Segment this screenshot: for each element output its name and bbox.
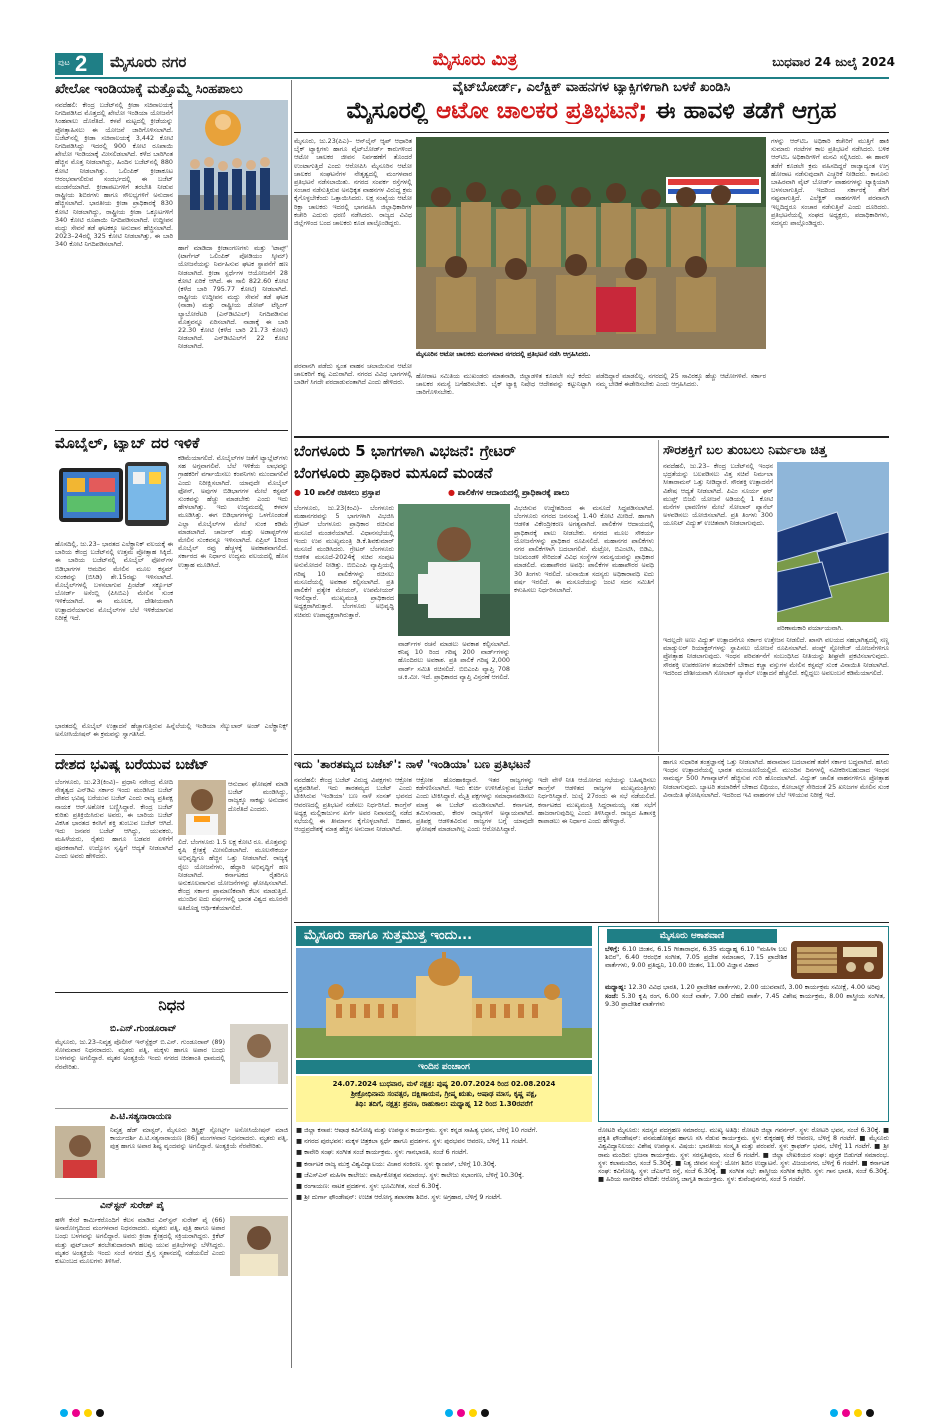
solar-body-1: ನವದೆಹಲಿ, ಜು.23– ಕೇಂದ್ರ ಬಜೆಟ್‌ನಲ್ಲಿ ಇಂಧನ ಭದ್ರತೆಯನ್ನು ಬಲಪಡಿಸಲು ವಿತ್ತ ಸಚಿವೆ ನಿರ್ಮಲಾ ಸೀತಾರಾಮನ್ ಒತ್ತು ನೀಡಿದ್ದಾರೆ. ಸೌರಶಕ್ತಿ ಉತ್ಪಾದನೆಗೆ ವಿಶೇಷ ಆದ್ಯತೆ ನೀಡಲಾಗಿದೆ. ಪಿಎಂ ಸೂರ್ಯ ಘರ್ ಮುಫ್ತ್ ಬಿಜಲಿ ಯೋಜನೆ ಅಡಿಯಲ್ಲಿ 1 ಕೋಟಿ ಮನೆಗಳ ಛಾವಣಿಗಳ ಮೇಲೆ ಸೋಲಾರ್ ಪ್ಯಾನೆಲ್ ಅಳವಡಿಸಲು ಯೋಜಿಸಲಾಗಿದೆ. ಪ್ರತಿ ತಿಂಗಳು 300 ಯೂನಿಟ್ ವಿದ್ಯುತ್ ಉಚಿತವಾಗಿ ನೀಡಲಾಗುವುದು. <box>663 462 773 528</box>
event-item: ■ ಕರ್ನಾಟಕ ರಾಜ್ಯ ಮುಕ್ತ ವಿಶ್ವವಿದ್ಯಾಲಯ: ವಿಚಾರ ಸಂಕಿರಣ. ಸ್ಥಳ: ಕ್ಯಾಂಪಸ್, ಬೆಳಿಗ್ಗೆ 10.30ಕ್ಕೆ. <box>296 1159 497 1168</box>
solar-panels-photo <box>777 462 889 622</box>
radio-schedule-2 <box>605 983 885 1119</box>
event-item: ■ ಕಾವೇರಿ ಸಂಘ: ಸಂಗೀತ ಸಂಜೆ ಕಾರ್ಯಕ್ರಮ. ಸ್ಥಳ: ಗಾನಭಾರತಿ, ಸಂಜೆ 6 ಗಂಟೆಗೆ. <box>296 1148 469 1157</box>
event-item: ■ ಜೆಎಸ್ಎಸ್ ಮಹಿಳಾ ಕಾಲೇಜು: ವಾರ್ಷಿಕೋತ್ಸವ ಸಮಾರಂಭ. ಸ್ಥಳ: ಕಾಲೇಜು ಸಭಾಂಗಣ, ಬೆಳಿಗ್ಗೆ 10.30ಕ್ಕೆ. <box>296 1170 525 1179</box>
mobile-body-3: ಭಾರತದಲ್ಲಿ ಮೊಬೈಲ್ ಉತ್ಪಾದನೆ ಹೆಚ್ಚಾಗುತ್ತಿರುವ ಹಿನ್ನೆಲೆಯಲ್ಲಿ ಇಂಡಿಯಾ ಸೆಲ್ಯುಲಾರ್ ಅಂಡ್ ಎಲೆಕ್ಟ್ರಾನಿಕ್ಸ್ ಅಸೋಸಿಯೇಷನ್ ಈ ಕ್ರಮವನ್ನು ಸ್ವಾಗತಿಸಿದೆ. <box>55 722 288 739</box>
olympics-body-2: ಹಾಗೆ ಮಾಡಿದಾ ಕ್ರೀಡಾಂಗಣಗಳು ಮತ್ತು 'ಟಾಪ್ಸ್' (ಟಾರ್ಗೆಟ್ ಒಲಿಂಪಿಕ್ ಪೋಡಿಯಂ ಸ್ಕೀಮ್) ಯೋಜನೆಯನ್ನು ನಿರ್ವಹಿಸುವ ಘಟಕ ಸ್ಥಾಪನೆಗೆ ಹಣ ನೀಡಲಾಗಿದೆ. ಕ್ರೀಡಾ ಸ್ಪರ್ಧೆಗಳ ಆಯೋಜನೆಗೆ 28 ಕೋಟಿ ಏರಿಕೆ ಆಗಿದೆ. ಈ ಸಾಲಿ 822.60 ಕೋಟಿ (ಕಳೆದ ಬಾರಿ 795.77 ಕೋಟಿ) ನೀಡಲಾಗಿದೆ. ರಾಷ್ಟ್ರೀಯ ಉದ್ದೀಪನ ಮದ್ದು ಸೇವನೆ ತಡೆ ಘಟಕ (ನಾಡಾ) ಮತ್ತು ರಾಷ್ಟ್ರೀಯ ಡೋಪ್ ಟೆಸ್ಟಿಂಗ್ ಲ್ಯಾಬೋರೆಟರಿ (ಎನ್‌ಡಿಟಿಎಲ್) ನಿಗದಿಪಡಿಸುವ ಮೊತ್ತವನ್ನೂ ಏರಿಸಲಾಗಿದೆ. ನಾಡಾಕ್ಕೆ ಈ ಬಾರಿ 22.30 ಕೋಟಿ (ಕಳೆದ ಬಾರಿ 21.73 ಕೋಟಿ) ನೀಡಲಾಗಿದೆ. ಎನ್‌ಡಿಟಿಎಲ್‌ಗೆ 22 ಕೋಟಿ ನೀಡಲಾಗಿದೆ. <box>178 244 288 351</box>
panchanga-title-bar <box>296 1060 592 1074</box>
mobile-body-1: ಹೊಸದಿಲ್ಲಿ, ಜು.23– ಭಾರತದ ಎಲೆಕ್ಟ್ರಾನಿಕ್ ವಲಯಕ್ಕೆ ಈ ಬಾರಿಯ ಕೇಂದ್ರ ಬಜೆಟ್‌ನಲ್ಲಿ ಉತ್ತಮ ಪ್ರೋತ್ಸಾಹ ಸಿಕ್ಕಿದೆ. ಈ ಬಾರಿಯ ಬಜೆಟ್‌ನಲ್ಲಿ ಮೊಬೈಲ್ ಫೋನ್‌ಗಳ ಬಿಡಿಭಾಗಗಳ ಆಮದಿನ ಮೇಲಿನ ಮೂಲ ಕಸ್ಟಮ್ ಸುಂಕವನ್ನು (ಬಿಸಿಡಿ) ಶೇ.15ರಷ್ಟು ಇಳಿಸಲಾಗಿದೆ. ಮೊಬೈಲ್‌ಗಳಲ್ಲಿ ಬಳಸಲಾಗುವ ಪ್ರಿಂಟೆಡ್ ಸರ್ಕ್ಯೂಟ್ ಬೋರ್ಡ್ ಅಸೆಂಬ್ಲಿ (ಪಿಸಿಬಿಎ) ಮೇಲಿನ ಸುಂಕ ಇಳಿಕೆಯಾಗಿದೆ. ಈ ಮೂಲಕ, ದೇಶೀಯವಾಗಿ ಉತ್ಪಾದನೆಯಾಗುವ ಮೊಬೈಲ್‌ಗಳ ಬೆಲೆ ಇಳಿಕೆಯಾಗುವ ನಿರೀಕ್ಷೆ ಇದೆ. <box>55 540 173 622</box>
event-6: ರಂಗಾಯಣ: ನಾಟಕ ಪ್ರದರ್ಶನ. ಸ್ಥಳ: ಭೂಮಿಗೀತ, ಸಂಜೆ 6.30ಕ್ಕೆ. <box>304 1182 442 1191</box>
bengaluru-bullet1-text: 10 ಪಾಲಿಕೆ ರಚಿಸಲು ಪ್ರಸ್ತಾಪ <box>303 488 381 497</box>
dot-black <box>866 1409 874 1417</box>
event-3: ಕಾವೇರಿ ಸಂಘ: ಸಂಗೀತ ಸಂಜೆ ಕಾರ್ಯಕ್ರಮ. ಸ್ಥಳ: ಗಾನಭಾರತಿ, ಸಂಜೆ 6 ಗಂಟೆಗೆ. <box>304 1148 469 1157</box>
registration-dots-right <box>830 1402 910 1412</box>
lead-body-1: ಮೈಸೂರು, ಜು.23(ಪಿಎ)– ಆನ್‌ಲೈನ್ ಆ್ಯಪ್ ಆಧಾರಿತ ಬೈಕ್ ಟ್ಯಾಕ್ಸಿಗಳು ಹಾಗೂ ವೈಟ್‌ಬೋರ್ಡ್ ಕಾರುಗಳಿಂದ ಆಟೋ ಚಾಲಕರ ಜೀವನ ನಿರ್ವಹಣೆಗೆ ತೊಂದರೆ ಉಂಟಾಗುತ್ತಿದೆ ಎಂದು ಆರೋಪಿಸಿ ಮೈಸೂರಿನ ಆಟೋ ಚಾಲಕರ ಸಂಘಟನೆಗಳ ನೇತೃತ್ವದಲ್ಲಿ ಮಂಗಳವಾರ ಪ್ರತಿಭಟನೆ ನಡೆಸಲಾಯಿತು. ನಗರದ ಸಂಪರ್ಕ ರಸ್ತೆಗಳಲ್ಲಿ ಸಂಚಾರ ನಡೆಸುತ್ತಿರುವ ಅನಧಿಕೃತ ವಾಹನಗಳ ವಿರುದ್ಧ ಕ್ರಮ ಕೈಗೊಳ್ಳಬೇಕೆಂದು ಒತ್ತಾಯಿಸಿದರು. ಲಕ್ಷ ಸಂಖ್ಯೆಯ ಆಟೋ ರಿಕ್ಷಾ ಚಾಲಕರು ಇದರಲ್ಲಿ ಭಾಗವಹಿಸಿ ಜಿಲ್ಲಾಧಿಕಾರಿಗಳ ಕಚೇರಿ ಎದುರು ಧರಣಿ ನಡೆಸಿದರು. ರಾಜ್ಯದ ವಿವಿಧ ಜಿಲ್ಲೆಗಳಿಂದ ಬಂದ ಚಾಲಕರು ಕೂಡ ಪಾಲ್ಗೊಂಡಿದ್ದರು. <box>294 137 412 228</box>
future-headline: ದೇಶದ ಭವಿಷ್ಯ ಬರೆಯುವ ಬಜೆಟ್ <box>55 757 209 773</box>
budget-vertical-rule <box>658 756 659 922</box>
today-banner: ಮೈಸೂರು ಹಾಗೂ ಸುತ್ತಮುತ್ತ ಇಂದು... <box>296 926 592 946</box>
solar-body-3: ಹಾಗೂ ಸುಧಾರಿತ ತಂತ್ರಜ್ಞಾನಕ್ಕೆ ಒತ್ತು ನೀಡಲಾಗಿದೆ. ಹವಾಮಾನ ಬದಲಾವಣೆ ತಡೆಗೆ ಸರ್ಕಾರ ಬದ್ಧವಾಗಿದೆ. ಹಸಿರು ಇಂಧನ ಉತ್ಪಾದನೆಯಲ್ಲಿ ಭಾರತ ಮುಂಚೂಣಿಯಲ್ಲಿದೆ. ಮುಂದಿನ ದಿನಗಳಲ್ಲಿ ನವೀಕರಿಸಬಹುದಾದ ಇಂಧನ ಸಾಮರ್ಥ್ಯ 500 ಗಿಗಾವ್ಯಾಟ್‌ಗೆ ಹೆಚ್ಚಿಸುವ ಗುರಿ ಹೊಂದಲಾಗಿದೆ. ವಿದ್ಯುತ್ ಚಾಲಿತ ವಾಹನಗಳಿಗೂ ಪ್ರೋತ್ಸಾಹ ನೀಡಲಾಗುವುದು. ಬ್ಯಾಟರಿ ತಯಾರಿಕೆಗೆ ಬೇಕಾದ ಲಿಥಿಯಂ, ಕೋಬಾಲ್ಟ್ ಸೇರಿದಂತೆ 25 ಖನಿಜಗಳ ಮೇಲಿನ ಸುಂಕ ವಿನಾಯಿತಿ ಘೋಷಿಸಲಾಗಿದೆ. ಇದರಿಂದ ಇವಿ ವಾಹನಗಳ ಬೆಲೆ ಇಳಿಯುವ ನಿರೀಕ್ಷೆ ಇದೆ. <box>663 758 889 799</box>
bullet-dot-red-2: ● <box>448 488 455 497</box>
bengaluru-body-3: ವಿಭಜಿಸುವ ಉದ್ದೇಶದಿಂದ ಈ ಮಸೂದೆ ಸಿದ್ಧಪಡಿಸಲಾಗಿದೆ. ಬೆಂಗಳೂರು ನಗರದ ಜನಸಂಖ್ಯೆ 1.40 ಕೋಟಿ ಮೀರಿದೆ. ಹಾಗಾಗಿ ಆಡಳಿತ ವಿಕೇಂದ್ರೀಕರಣ ಅಗತ್ಯವಾಗಿದೆ. ಪಾಲಿಕೆಗಳ ಆದಾಯದಲ್ಲಿ ಪ್ರಾಧಿಕಾರಕ್ಕೆ ಪಾಲು ನೀಡಬೇಕು. ನಗರದ ಮೂಲ ಸೌಕರ್ಯ ಯೋಜನೆಗಳನ್ನು ಪ್ರಾಧಿಕಾರ ರೂಪಿಸಲಿದೆ. ಮಹಾನಗರ ಪಾಲಿಕೆಗಳು ನಗರ ಪಾಲಿಕೆಗಳಾಗಿ ಬದಲಾಗಲಿವೆ. ಮೆಟ್ರೋ, ಬಿಎಂಟಿಸಿ, ಬಿಡಿಎ, ಜಲಮಂಡಳಿ ಸೇರಿದಂತೆ ವಿವಿಧ ಸಂಸ್ಥೆಗಳ ಸಮನ್ವಯವನ್ನು ಪ್ರಾಧಿಕಾರ ಮಾಡಲಿದೆ. ಮಹಾಪೌರರ ಅವಧಿ: ಪಾಲಿಕೆಗಳ ಮಹಾಪೌರರ ಅವಧಿ 30 ತಿಂಗಳು ಇರಲಿದೆ. ಚುನಾಯಿತ ಸದಸ್ಯರು ಅಧಿಕಾರಾವಧಿ ಐದು ವರ್ಷ ಇರಲಿದೆ. ಈ ಮಸೂದೆಯನ್ನು ಜಂಟಿ ಸದನ ಸಮಿತಿಗೆ ಕಳುಹಿಸಲು ನಿರ್ಧರಿಸಲಾಗಿದೆ. <box>514 504 654 595</box>
event-item: ■ ಜಿಲ್ಲಾ ಕಸಾಪ: ಆಷಾಢ ಕವಿಗೋಷ್ಠಿ ಮತ್ತು ಉಪನ್ಯಾಸ ಕಾರ್ಯಕ್ರಮ. ಸ್ಥಳ: ಕನ್ನಡ ಸಾಹಿತ್ಯ ಭವನ, ಬೆಳಿಗ್ಗೆ 10 ಗಂಟೆಗೆ. <box>296 1126 538 1134</box>
radio-set-icon <box>789 937 885 981</box>
radio-evening-label: ಸಂಜೆ: <box>605 992 619 1001</box>
panchanga-box <box>296 1076 592 1122</box>
ashoka-photo <box>178 780 226 835</box>
left-divider-1 <box>55 430 288 431</box>
events-column-2: ರೋಟರಿ ಮೈಸೂರು: ಸದಸ್ಯರ ಪದಗ್ರಹಣ ಸಮಾರಂಭ. ಮುಖ್ಯ ಅತಿಥಿ: ರೋಟರಿ ಜಿಲ್ಲಾ ಗವರ್ನರ್. ಸ್ಥಳ: ರೋಟರಿ ಭವನ, ಸಂಜೆ 6.30ಕ್ಕೆ. ■ ಪ್ರಕೃತಿ ಫೌಂಡೇಷನ್: ವನಮಹೋತ್ಸವ ಹಾಗೂ ಸಸಿ ನೆಡುವ ಕಾರ್ಯಕ್ರಮ. ಸ್ಥಳ: ಕುಕ್ಕರಹಳ್ಳಿ ಕೆರೆ ಆವರಣ, ಬೆಳಿಗ್ಗೆ 8 ಗಂಟೆಗೆ. ■ ಮೈಸೂರು ವಿಶ್ವವಿದ್ಯಾನಿಲಯ: ವಿಶೇಷ ಉಪನ್ಯಾಸ. ವಿಷಯ: ಭಾರತೀಯ ಸಂಸ್ಕೃತಿ ಮತ್ತು ಪರಂಪರೆ. ಸ್ಥಳ: ಕ್ರಾಫರ್ಡ್ ಭವನ, ಬೆಳಿಗ್ಗೆ 11 ಗಂಟೆಗೆ. ■ ಶ್ರೀ ರಾಮ ಮಂದಿರ: ಭಜನಾ ಕಾರ್ಯಕ್ರಮ. ಸ್ಥಳ: ಸರಸ್ವತಿಪುರಂ, ಸಂಜೆ 6 ಗಂಟೆಗೆ. ■ ಜಿಲ್ಲಾ ಲೇಖಕಿಯರ ಸಂಘ: ಪುಸ್ತಕ ಬಿಡುಗಡೆ ಸಮಾರಂಭ. ಸ್ಥಳ: ಕಲಾಮಂದಿರ, ಸಂಜೆ 5.30ಕ್ಕೆ. ■ ನಿತ್ಯ ಜೀವನ ಸಂಸ್ಥೆ: ಯೋಗ ಶಿಬಿರ ಉದ್ಘಾಟನೆ. ಸ್ಥಳ: ವಿಜಯನಗರ, ಬೆಳಿಗ್ಗೆ 6 ಗಂಟೆಗೆ. ■ ಕರ್ನಾಟಕ ಸಂಘ: ಕವಿಗೋಷ್ಠಿ. ಸ್ಥಳ: ಜೆಎಲ್‌ಬಿ ರಸ್ತೆ, ಸಂಜೆ 6.30ಕ್ಕೆ. ■ ಸಂಗೀತ ಸಭೆ: ಶಾಸ್ತ್ರೀಯ ಸಂಗೀತ ಕಛೇರಿ. ಸ್ಥಳ: ಗಾನ ಭಾರತಿ, ಸಂಜೆ 6.30ಕ್ಕೆ. ■ ಹಿರಿಯ ನಾಗರಿಕರ ವೇದಿಕೆ: ಆರೋಗ್ಯ ಜಾಗೃತಿ ಕಾರ್ಯಕ್ರಮ. ಸ್ಥಳ: ಕುವೆಂಪುನಗರ, ಸಂಜೆ 5 ಗಂಟೆಗೆ. <box>598 1126 889 1184</box>
tablet-phone-photo <box>55 454 173 536</box>
lead-rule <box>294 132 889 133</box>
radio-title: ಮೈಸೂರು ಆಕಾಶವಾಣಿ <box>607 929 777 943</box>
obituary-divider-1 <box>55 1108 288 1109</box>
dot-yellow <box>854 1409 862 1417</box>
event-5: ಜೆಎಸ್ಎಸ್ ಮಹಿಳಾ ಕಾಲೇಜು: ವಾರ್ಷಿಕೋತ್ಸವ ಸಮಾರಂಭ. ಸ್ಥಳ: ಕಾಲೇಜು ಸಭಾಂಗಣ, ಬೆಳಿಗ್ಗೆ 10.30ಕ್ಕೆ. <box>304 1170 525 1179</box>
bengaluru-vertical-rule <box>658 440 659 752</box>
registration-dots-left <box>60 1402 140 1412</box>
lead-headline-c: ಈ ಹಾವಳಿ ತಡೆಗೆ ಆಗ್ರಹ <box>655 98 837 124</box>
dot-black <box>96 1409 104 1417</box>
solar-caption: ಪರಿಣಾಮಕಾರಿ ಪರ್ಯಾಯವಾಗಿ. <box>777 624 843 632</box>
lead-kicker: ವೈಟ್‌ಬೋರ್ಡ್, ಎಲೆಕ್ಟ್ರಿಕ್ ವಾಹನಗಳ ಟ್ಯಾಕ್ಸಿಗಳಿಗಾಗಿ ಬಳಕೆ ಖಂಡಿಸಿ <box>452 80 731 95</box>
dot-magenta <box>72 1409 80 1417</box>
lead-body-4: ಹೋರಾಟ ಸಮಿತಿಯ ಮುಖಂಡರು ಮಾತನಾಡಿ, ಜಿಲ್ಲಾಡಳಿತ ಕೂಡಲೇ ಸಭೆ ಕರೆದು ಚಾಲಕರ ಸಮಸ್ಯೆ ಬಗೆಹರಿಸಬೇಕು. ಬೈಕ್ ಟ್ಯಾಕ್ಸಿ ನಿಷೇಧ ಆದೇಶವನ್ನು ಕಟ್ಟುನಿಟ್ಟಾಗಿ ಜಾರಿಗೊಳಿಸಬೇಕು. <box>416 372 591 397</box>
lead-body-5: ಪಡೆದಿದ್ದಾರೆ ಮಾಡಲಿಲ್ಲ. ನಗರದಲ್ಲಿ 25 ಸಾವಿರಕ್ಕೂ ಹೆಚ್ಚು ಆಟೋಗಳಿವೆ. ಸರ್ಕಾರ ನಮ್ಮ ಬೇಡಿಕೆ ಈಡೇರಿಸಬೇಕು ಎಂದು ಆಗ್ರಹಿಸಿದರು. <box>596 372 766 389</box>
page-number: 2 <box>75 51 88 76</box>
bengaluru-headline2: ಬೆಂಗಳೂರು ಪ್ರಾಧಿಕಾರ ಮಸೂದೆ ಮಂಡನೆ <box>294 464 493 482</box>
olympics-headline: ಖೇಲೋ ಇಂಡಿಯಾಕ್ಕೆ ಮತ್ತೊಮ್ಮೆ ಸಿಂಹಪಾಲು <box>55 82 243 97</box>
obituary-heading: ನಿಧನ <box>158 996 185 1014</box>
budget-protest-body-1: ನವದೆಹಲಿ: ಕೇಂದ್ರ ಬಜೆಟ್ ವಿರುದ್ಧ ವಿಪಕ್ಷಗಳು ಆಕ್ರೋಶ ವ್ಯಕ್ತಪಡಿಸಿವೆ. ಇದು ತಾರತಮ್ಯದ ಬಜೆಟ್ ಎಂದು ಟೀಕಿಸಿರುವ 'ಇಂಡಿಯಾ' ಬಣ ನಾಳೆ ಸಂಸತ್ ಭವನದ ಆವರಣದಲ್ಲಿ ಪ್ರತಿಭಟನೆ ನಡೆಸಲು ನಿರ್ಧರಿಸಿದೆ. ಕಾಂಗ್ರೆಸ್ ಅಧ್ಯಕ್ಷ ಮಲ್ಲಿಕಾರ್ಜುನ ಖರ್ಗೆ ಅವರ ನಿವಾಸದಲ್ಲಿ ನಡೆದ ಸಭೆಯಲ್ಲಿ ಈ ತೀರ್ಮಾನ ಕೈಗೊಳ್ಳಲಾಗಿದೆ. ಬಿಹಾರ, ಆಂಧ್ರಪ್ರದೇಶಕ್ಕೆ ಮಾತ್ರ ಹೆಚ್ಚಿನ ಅನುದಾನ ನೀಡಲಾಗಿದೆ. <box>294 776 412 834</box>
dot-magenta <box>842 1409 850 1417</box>
budget-bottom-rule <box>294 922 889 923</box>
solar-body-2: ಇದಲ್ಲದೇ ಅಣು ವಿದ್ಯುತ್ ಉತ್ಪಾದನೆಗೂ ಸರ್ಕಾರ ಉತ್ತೇಜನ ನೀಡಲಿದೆ. ಖಾಸಗಿ ವಲಯದ ಸಹಭಾಗಿತ್ವದಲ್ಲಿ ಸಣ್ಣ ಮಾಡ್ಯುಲರ್ ರಿಯಾಕ್ಟರ್‌ಗಳನ್ನು ಸ್ಥಾಪಿಸಲು ಯೋಜನೆ ರೂಪಿಸಲಾಗಿದೆ. ಪಂಪ್ಡ್ ಸ್ಟೋರೇಜ್ ಯೋಜನೆಗಳಿಗೂ ಪ್ರೋತ್ಸಾಹ ನೀಡಲಾಗುವುದು. ಇಂಧನ ಪರಿವರ್ತನೆಗೆ ಸಂಬಂಧಿಸಿದ ನೀತಿಯನ್ನು ಶೀಘ್ರವೇ ಪ್ರಕಟಿಸಲಾಗುವುದು. ಸೌರಶಕ್ತಿ ಉಪಕರಣಗಳ ತಯಾರಿಕೆಗೆ ಬೇಕಾದ ಕಚ್ಚಾ ವಸ್ತುಗಳ ಮೇಲಿನ ಕಸ್ಟಮ್ಸ್ ಸುಂಕ ವಿನಾಯಿತಿ ನೀಡಲಾಗಿದೆ. ಇದರಿಂದ ದೇಶೀಯವಾಗಿ ಸೋಲಾರ್ ಪ್ಯಾನೆಲ್ ಉತ್ಪಾದನೆ ಹೆಚ್ಚಲಿದೆ. ಕಲ್ಲಿದ್ದಲು ಅವಲಂಬನೆ ಕಡಿಮೆಯಾಗಲಿದೆ. <box>663 636 889 677</box>
events-column-1 <box>296 1126 592 1368</box>
budget-protest-headline: ಇದು 'ತಾರತಮ್ಯದ ಬಜೆಟ್': ನಾಳೆ 'ಇಂಡಿಯಾ' ಬಣ ಪ್ರತಿಭಟನೆ <box>294 757 531 771</box>
obituary-name2: ಪಿ.ಟಿ.ಸತ್ಯನಾರಾಯಣ <box>110 1112 172 1122</box>
budget-protest-body-3: ಇದೇ ವೇಳೆ ನೀತಿ ಆಯೋಗದ ಸಭೆಯನ್ನು ಬಹಿಷ್ಕರಿಸಲು ಕಾಂಗ್ರೆಸ್ ಆಡಳಿತದ ರಾಜ್ಯಗಳ ಮುಖ್ಯಮಂತ್ರಿಗಳು ನಿರ್ಧರಿಸಿದ್ದಾರೆ. ಜುಲೈ 27ರಂದು ಈ ಸಭೆ ನಡೆಯಲಿದೆ. ಕರ್ನಾಟಕದ ಮುಖ್ಯಮಂತ್ರಿ ಸಿದ್ದರಾಮಯ್ಯ ಸಹ ಸಭೆಗೆ ಹಾಜರಾಗುವುದಿಲ್ಲ ಎಂದು ತಿಳಿಸಿದ್ದಾರೆ. ರಾಜ್ಯದ ಹಿತಾಸಕ್ತಿ ಕಾಪಾಡಲು ಈ ನಿರ್ಧಾರ ಎಂದು ಹೇಳಿದ್ದಾರೆ. <box>538 776 656 826</box>
event-7: ಶ್ರೀ ದುರ್ಗಾ ಫೌಂಡೇಷನ್: ಉಚಿತ ಆರೋಗ್ಯ ತಪಾಸಣಾ ಶಿಬಿರ. ಸ್ಥಳ: ಅಗ್ರಹಾರ, ಬೆಳಿಗ್ಗೆ 9 ಗಂಟೆಗೆ. <box>304 1193 502 1202</box>
panchanga-line2: ಶ್ರೀಕ್ರೋಧಿನಾಮ ಸಂವತ್ಸರ, ದಕ್ಷಿಣಾಯನ, ಗ್ರೀಷ್ಮ ಋತು, ಆಷಾಢ ಮಾಸ, ಕೃಷ್ಣ ಪಕ್ಷ, <box>350 1090 538 1098</box>
bengaluru-headline1: ಬೆಂಗಳೂರು 5 ಭಾಗಗಳಾಗಿ ವಿಭಜನೆ: ಗ್ರೇಟರ್ <box>294 442 516 460</box>
obituary-body-1: ಮೈಸೂರು, ಜು.23–ನಿವೃತ್ತ ಪೊಲೀಸ್ ಇನ್‌ಸ್ಪೆಕ್ಟರ್ ಬಿ.ಎನ್. ಗುಂಡೂರಾವ್ (89) ಸೋಮವಾರ ನಿಧನರಾದರು. ಮೃತರು ಪತ್ನಿ, ಮಕ್ಕಳು ಹಾಗೂ ಅಪಾರ ಬಂಧು ಬಳಗವನ್ನು ಅಗಲಿದ್ದಾರೆ. ಮೃತರ ಅಂತ್ಯಕ್ರಿಯೆ ಇಂದು ನಗರದ ಚಿರಶಾಂತಿ ಧಾಮದಲ್ಲಿ ನೆರವೇರಿತು. <box>55 1038 225 1071</box>
solar-headline: ಸೌರಶಕ್ತಿಗೆ ಬಲ ತುಂಬಲು ನಿರ್ಮಲಾ ಚಿತ್ತ <box>663 442 827 457</box>
radio-noon-label: ಮಧ್ಯಾಹ್ನ: <box>605 983 627 991</box>
obituary-name1: ಬಿ.ಎನ್.ಗುಂಡೂರಾವ್ <box>110 1024 177 1034</box>
dot-yellow <box>84 1409 92 1417</box>
mysore-palace-photo <box>296 948 592 1058</box>
mobile-body-2: ಕಡಿಮೆಯಾಗಲಿದೆ. ಮೊಬೈಲ್‌ಗಳ ಜತೆಗೆ ಟ್ಯಾಬ್ಲೆಟ್‌ಗಳು ಸಹ ಅಗ್ಗವಾಗಲಿವೆ. ಬೆಲೆ ಇಳಿಕೆಯ ಲಾಭವನ್ನು ಗ್ರಾಹಕರಿಗೆ ವರ್ಗಾಯಿಸಲು ಕಂಪನಿಗಳು ಮುಂದಾಗಲಿವೆ ಎಂದು ನಿರೀಕ್ಷಿಸಲಾಗಿದೆ. ಯಾವುದೇ ಮೊಬೈಲ್ ಫೋನ್, ಅವುಗಳ ಬಿಡಿಭಾಗಗಳ ಮೇಲೆ ಕಸ್ಟಮ್ ಸುಂಕವನ್ನು ಹೆಚ್ಚು ಮಾಡಬೇಕು ಎಂದು ಇದು ಹೇಳಲಾಗಿತ್ತು. ಇದು ಉದ್ಯಮದಲ್ಲಿ ಕಳವಳ ಮೂಡಿಸಿತ್ತು. ಈಗ ಬಿಡಿಭಾಗಗಳನ್ನು ಒಳಗೊಂಡಂತೆ ಎಲ್ಲಾ ಮೊಬೈಲ್‌ಗಳ ಮೇಲೆ ಸುಂಕ ಕಡಿಮೆ ಮಾಡಲಾಗಿದೆ. ಚಾರ್ಜರ್ ಮತ್ತು ಅಡಾಪ್ಟರ್‌ಗಳ ಮೇಲಿನ ಸುಂಕವನ್ನೂ ಇಳಿಸಲಾಗಿದೆ. ಏಪ್ರಿಲ್ 1ರಿಂದ ಮೊಬೈಲ್ ರಫ್ತು ಹೆಚ್ಚಳಕ್ಕೆ ಅವಕಾಶವಾಗಲಿದೆ. ಸರ್ಕಾರದ ಈ ನಿರ್ಧಾರ ಉದ್ಯಮ ವಲಯದಲ್ಲಿ ಹೊಸ ಉತ್ಸಾಹ ಮೂಡಿಸಿದೆ. <box>178 454 288 569</box>
page-label: ಪುಟ <box>58 58 70 67</box>
mobile-headline: ಮೊಬೈಲ್, ಟ್ಯಾಬ್ ದರ ಇಳಿಕೆ <box>55 434 200 452</box>
event-1: ಜಿಲ್ಲಾ ಕಸಾಪ: ಆಷಾಢ ಕವಿಗೋಷ್ಠಿ ಮತ್ತು ಉಪನ್ಯಾಸ ಕಾರ್ಯಕ್ರಮ. ಸ್ಥಳ: ಕನ್ನಡ ಸಾಹಿತ್ಯ ಭವನ, ಬೆಳಿಗ್ಗೆ 10 ಗಂಟೆಗೆ. <box>304 1126 538 1134</box>
bengaluru-bullet1 <box>294 488 444 500</box>
panchanga-line3: ತಿಥಿ: ತದಿಗೆ, ನಕ್ಷತ್ರ: ಶ್ರವಣ, ರಾಹುಕಾಲ: ಮಧ್ಯಾಹ್ನ 12 ರಿಂದ 1.30ರವರೆಗೆ <box>355 1100 533 1108</box>
lead-headline <box>294 98 889 124</box>
lead-caption: ಮೈಸೂರಿನ ಆಟೋ ಚಾಲಕರು ಮಂಗಳವಾರ ನಗರದಲ್ಲಿ ಪ್ರತಿಭಟನೆ ನಡೆಸಿ ಆಗ್ರಹಿಸಿದರು. <box>416 350 591 358</box>
event-4: ಕರ್ನಾಟಕ ರಾಜ್ಯ ಮುಕ್ತ ವಿಶ್ವವಿದ್ಯಾಲಯ: ವಿಚಾರ ಸಂಕಿರಣ. ಸ್ಥಳ: ಕ್ಯಾಂಪಸ್, ಬೆಳಿಗ್ಗೆ 10.30ಕ್ಕೆ. <box>304 1159 497 1168</box>
dot-cyan <box>60 1409 68 1417</box>
dot-yellow <box>469 1409 477 1417</box>
event-item: ■ ರಂಗಾಯಣ: ನಾಟಕ ಪ್ರದರ್ಶನ. ಸ್ಥಳ: ಭೂಮಿಗೀತ, ಸಂಜೆ 6.30ಕ್ಕೆ. <box>296 1182 442 1191</box>
future-body-3: ಲಿದೆ. ಬೆಂಗಳೂರು 1.5 ಲಕ್ಷ ಕೋಟಿ ರೂ. ಮೊತ್ತವನ್ನು ಕೃಷಿ ಕ್ಷೇತ್ರಕ್ಕೆ ಮೀಸಲಿಡಲಾಗಿದೆ. ಮೂಲಸೌಕರ್ಯ ಅಭಿವೃದ್ಧಿಗೂ ಹೆಚ್ಚಿನ ಒತ್ತು ನೀಡಲಾಗಿದೆ. ರಾಜ್ಯಕ್ಕೆ ರೈಲು ಯೋಜನೆಗಳು, ಹೆದ್ದಾರಿ ಅಭಿವೃದ್ಧಿಗೆ ಹಣ ನೀಡಲಾಗಿದೆ. ಕರ್ನಾಟಕದ ರೈತರಿಗೂ ಅನುಕೂಲವಾಗುವ ಯೋಜನೆಗಳನ್ನು ಘೋಷಿಸಲಾಗಿದೆ. ಕೇಂದ್ರ ಸರ್ಕಾರ ಪ್ರಾಮಾಣಿಕವಾಗಿ ಕೆಲಸ ಮಾಡುತ್ತಿದೆ. ಮುಂದಿನ ಐದು ವರ್ಷಗಳಲ್ಲಿ ಭಾರತ ವಿಶ್ವದ ಮೂರನೇ ಅತಿದೊಡ್ಡ ಆರ್ಥಿಕತೆಯಾಗಲಿದೆ. <box>178 838 288 912</box>
left-divider-2 <box>55 754 288 755</box>
section-title: ಮೈಸೂರು ನಗರ <box>110 53 187 71</box>
panchanga-title: ಇಂದಿನ ಪಂಚಾಂಗ <box>418 1062 470 1072</box>
lead-body-3: ಪರವಾನಗಿ ಪಡೆದು ಸ್ವಂತ ವಾಹನ ಚಲಾಯಿಸುವ ಆಟೋ ಚಾಲಕರಿಗೆ ಕಷ್ಟ ಎದುರಾಗಿದೆ. ನಗರದ ವಿವಿಧ ಭಾಗಗಳಲ್ಲಿ ಬಾಡಿಗೆ ಸಿಗದೇ ಪರದಾಡುವಂತಾಗಿದೆ ಎಂದು ಹೇಳಿದರು. <box>294 362 412 387</box>
dot-black <box>481 1409 489 1417</box>
bullet-dot-red: ● <box>294 488 301 497</box>
obituary-photo3 <box>230 1216 288 1276</box>
obituary-name3: ವಿನ್‌ಸ್ಟನ್ ಸುರೇಶ್ ಪೈ <box>100 1201 165 1211</box>
event-2: ನಗರದ ಪುರಭವನ: ಮಕ್ಕಳ ಚಿತ್ರಕಲಾ ಸ್ಪರ್ಧೆ ಹಾಗೂ ಪ್ರದರ್ಶನ. ಸ್ಥಳ: ಪುರಭವನ ಆವರಣ, ಬೆಳಿಗ್ಗೆ 11 ಗಂಟೆಗೆ. <box>304 1137 529 1146</box>
radio-schedule <box>605 945 787 981</box>
auto-drivers-protest-photo <box>416 137 766 349</box>
bengaluru-body-2: ವಾರ್ಡ್‌ಗಳ ರಚನೆ ಮಾಡಲು ಅವಕಾಶ ಕಲ್ಪಿಸಲಾಗಿದೆ. ಕನಿಷ್ಠ 10 ರಿಂದ ಗರಿಷ್ಠ 200 ವಾರ್ಡ್‌ಗಳನ್ನು ಹೊಂದಿರಲು ಅವಕಾಶ. ಪ್ರತಿ ಪಾಲಿಕೆ ಗರಿಷ್ಠ 2,000 ವಾರ್ಡ್ ಸಮಿತಿ ರಚಿಸಲಿದೆ. ಬಿಬಿಎಂಪಿ ವ್ಯಾಪ್ತಿ 708 ಚ.ಕಿ.ಮೀ. ಇದೆ. ಪ್ರಾಧಿಕಾರದ ವ್ಯಾಪ್ತಿ ವಿಸ್ತರಣೆ ಆಗಲಿದೆ. <box>398 640 510 681</box>
cyclists-photo <box>178 100 288 240</box>
radio-morning-label: ಬೆಳಿಗ್ಗೆ: <box>605 945 620 953</box>
obituary-divider-2 <box>55 1198 288 1199</box>
dot-magenta <box>457 1409 465 1417</box>
bengaluru-bottom-rule <box>294 754 889 755</box>
future-body-1: ಬೆಂಗಳೂರು, ಜು.23(ಕಿಂವಿ)– ಪ್ರಧಾನಿ ನರೇಂದ್ರ ಮೋದಿ ನೇತೃತ್ವದ ಎನ್‌ಡಿಎ ಸರ್ಕಾರ ಇಂದು ಮಂಡಿಸಿದ ಬಜೆಟ್ ದೇಶದ ಭವಿಷ್ಯ ಬರೆಯುವ ಬಜೆಟ್ ಎಂದು ರಾಜ್ಯ ಪ್ರತಿಪಕ್ಷ ನಾಯಕ ಆರ್.ಅಶೋಕ ಬಣ್ಣಿಸಿದ್ದಾರೆ. ಕೇಂದ್ರ ಬಜೆಟ್ ಕುರಿತು ಪ್ರತಿಕ್ರಿಯಿಸಿರುವ ಅವರು, ಈ ಬಾರಿಯ ಬಜೆಟ್ ವಿಕಸಿತ ಭಾರತದ ಕನಸಿಗೆ ಶಕ್ತಿ ತುಂಬುವ ಬಜೆಟ್ ಆಗಿದೆ. ಇದು ಜನಪರ ಬಜೆಟ್ ಆಗಿದ್ದು, ಯುವಕರು, ಮಹಿಳೆಯರು, ರೈತರು ಹಾಗೂ ಬಡವರ ಏಳಿಗೆಗೆ ಪೂರಕವಾಗಿದೆ. ಉದ್ಯೋಗ ಸೃಷ್ಟಿಗೆ ಆದ್ಯತೆ ನೀಡಲಾಗಿದೆ ಎಂದು ಅವರು ಹೇಳಿದರು. <box>55 778 173 860</box>
radio-evening-text: 5.30 ಕೃಷಿ ರಂಗ, 6.00 ಸಂಜೆ ವಾರ್ತೆ, 7.00 ದೆಹಲಿ ವಾರ್ತೆ, 7.45 ವಿಶೇಷ ಕಾರ್ಯಕ್ರಮ, 8.00 ಶಾಸ್ತ್ರೀಯ ಸಂಗೀತ, 9.30 ಪ್ರಾದೇಶಿಕ ವಾರ್ತೆಗಳು <box>605 992 885 1009</box>
bengaluru-bullet2 <box>448 488 658 500</box>
page-date: ಬುಧವಾರ 24 ಜುಲೈ 2024 <box>772 55 895 69</box>
obituary-photo2 <box>55 1126 105 1178</box>
event-item: ■ ಶ್ರೀ ದುರ್ಗಾ ಫೌಂಡೇಷನ್: ಉಚಿತ ಆರೋಗ್ಯ ತಪಾಸಣಾ ಶಿಬಿರ. ಸ್ಥಳ: ಅಗ್ರಹಾರ, ಬೆಳಿಗ್ಗೆ 9 ಗಂಟೆಗೆ. <box>296 1193 502 1202</box>
bengaluru-bullet2-text: ಪಾಲಿಕೆಗಳ ಆದಾಯದಲ್ಲಿ ಪ್ರಾಧಿಕಾರಕ್ಕೆ ಪಾಲು <box>457 488 570 497</box>
budget-protest-body-2: ಆಕ್ರೋಶ ಹೊರಹಾಕಿದ್ದಾರೆ. ಇತರ ರಾಜ್ಯಗಳನ್ನು ಕಡೆಗಣಿಸಲಾಗಿದೆ. ಇದು ಕುರ್ಚಿ ಉಳಿಸಿಕೊಳ್ಳುವ ಬಜೆಟ್ ಎಂದು ಟೀಕಿಸಿದ್ದಾರೆ. ಮೈತ್ರಿ ಪಕ್ಷಗಳನ್ನು ಸಮಾಧಾನಪಡಿಸಲು ಮಾತ್ರ ಈ ಬಜೆಟ್ ಮಂಡಿಸಲಾಗಿದೆ. ಕರ್ನಾಟಕ, ತಮಿಳುನಾಡು, ಕೇರಳ ರಾಜ್ಯಗಳಿಗೆ ಅನ್ಯಾಯವಾಗಿದೆ. ಪ್ರತಿಪಕ್ಷ ಆಡಳಿತವಿರುವ ರಾಜ್ಯಗಳ ಬಗ್ಗೆ ಯಾವುದೇ ಘೋಷಣೆ ಮಾಡಲಾಗಿಲ್ಲ ಎಂದು ಆರೋಪಿಸಿದ್ದಾರೆ. <box>416 776 534 834</box>
main-column-divider <box>291 80 292 1368</box>
obituary-body-3: ಹಳೇ ಕೆಸರೆ ಕಾರ್ಮಿಕರೊಂದಿಗೆ ಕೆಲಸ ಮಾಡಿದ ವಿನ್‌ಸ್ಟನ್ ಸುರೇಶ್ ಪೈ (66) ಅನಾರೋಗ್ಯದಿಂದ ಮಂಗಳವಾರ ನಿಧನರಾದರು. ಮೃತರು ಪತ್ನಿ, ಪುತ್ರಿ ಹಾಗೂ ಅಪಾರ ಬಂಧು ಬಳಗವನ್ನು ಅಗಲಿದ್ದಾರೆ. ಅವರು ಕ್ರೀಡಾ ಕ್ಷೇತ್ರದಲ್ಲಿ ಸಕ್ರಿಯರಾಗಿದ್ದರು. ಕ್ರಿಕೆಟ್ ಮತ್ತು ಫುಟ್‌ಬಾಲ್ ತರಬೇತುದಾರರಾಗಿ ಹಲವು ಯುವ ಪ್ರತಿಭೆಗಳನ್ನು ಬೆಳೆಸಿದ್ದರು. ಮೃತರ ಅಂತ್ಯಕ್ರಿಯೆ ಇಂದು ಸಂಜೆ ನಗರದ ಕ್ರೈಸ್ತ ಸ್ಮಶಾನದಲ್ಲಿ ನಡೆಯಲಿದೆ ಎಂದು ಕುಟುಂಬದ ಮೂಲಗಳು ತಿಳಿಸಿವೆ. <box>55 1216 225 1266</box>
radio-box <box>598 926 889 1122</box>
masthead: ಮೈಸೂರು ಮಿತ್ರ <box>432 50 518 70</box>
lead-body-2: ಗಳನ್ನು ಆರ್‌ಟಿಒ ಅಧಿಕಾರಿ ಕಚೇರಿಗೆ ಮುತ್ತಿಗೆ ಹಾಕಿ ಸುಮಾರು ಗಂಟೆಗಳ ಕಾಲ ಪ್ರತಿಭಟನೆ ನಡೆಸಿದರು. ಬಳಿಕ ಆರ್‌ಟಿಒ ಅಧಿಕಾರಿಗಳಿಗೆ ಮನವಿ ಸಲ್ಲಿಸಿದರು. ಈ ಹಾವಳಿ ತಡೆಗೆ ಕೂಡಲೇ ಕ್ರಮ ವಹಿಸದಿದ್ದರೆ ರಾಜ್ಯಾದ್ಯಂತ ಉಗ್ರ ಹೋರಾಟ ನಡೆಸುವುದಾಗಿ ಎಚ್ಚರಿಕೆ ನೀಡಿದರು. ಕಾನೂನು ಬಾಹಿರವಾಗಿ ವೈಟ್ ಬೋರ್ಡ್ ವಾಹನಗಳನ್ನು ಟ್ಯಾಕ್ಸಿಯಾಗಿ ಬಳಸಲಾಗುತ್ತಿದೆ. ಇದರಿಂದ ಸರ್ಕಾರಕ್ಕೆ ತೆರಿಗೆ ನಷ್ಟವಾಗುತ್ತಿದೆ. ಎಲೆಕ್ಟ್ರಿಕ್ ವಾಹನಗಳಿಗೆ ಪರವಾನಗಿ ಇಲ್ಲದಿದ್ದರೂ ಸಂಚಾರ ನಡೆಸುತ್ತಿವೆ ಎಂದು ದೂರಿದರು. ಪ್ರತಿಭಟನೆಯಲ್ಲಿ ಸಂಘದ ಅಧ್ಯಕ್ಷರು, ಪದಾಧಿಕಾರಿಗಳು, ಸದಸ್ಯರು ಪಾಲ್ಗೊಂಡಿದ್ದರು. <box>771 137 889 228</box>
obituary-photo1 <box>230 1024 288 1084</box>
left-divider-3 <box>55 992 288 993</box>
header-rule <box>55 77 889 79</box>
dot-cyan <box>830 1409 838 1417</box>
future-body-2: ಆನುದಾನ ಘೋಷಣೆ ಮಾಡಿ ಬಜೆಟ್ ಮಂಡಿಸಿದ್ದು, ರಾಜ್ಯಕ್ಕೂ ಸಾಕಷ್ಟು ಅನುದಾನ ದೊರೆತಿದೆ ಎಂದರು. <box>228 780 288 813</box>
registration-dots-center <box>445 1402 525 1412</box>
olympics-body-1: ನವದೆಹಲಿ: ಕೇಂದ್ರ ಬಜೆಟ್‌ನಲ್ಲಿ ಕ್ರೀಡಾ ಸಚಿವಾಲಯಕ್ಕೆ ನಿಗದಿಪಡಿಸಿದ ಮೊತ್ತದಲ್ಲಿ ಖೇಲೋ ಇಂಡಿಯಾ ಯೋಜನೆಗೆ ಸಿಂಹಪಾಲು ದೊರೆತಿದೆ. ಕಳಪೆ ಮಟ್ಟದಲ್ಲಿ ಕ್ರೀಡೆಯನ್ನು ಪ್ರೋತ್ಸಾಹಿಸಲು ಈ ಯೋಜನೆ ಜಾರಿಗೊಳಿಸಲಾಗಿದೆ. ಬಜೆಟ್‌ನಲ್ಲಿ ಕ್ರೀಡಾ ಸಚಿವಾಲಯಕ್ಕೆ 3,442 ಕೋಟಿ ನಿಗದಿಪಡಿಸಿದ್ದು ಇದರಲ್ಲಿ 900 ಕೋಟಿ ರೂಪಾಯಿ ಖೇಲೋ ಇಂಡಿಯಾಕ್ಕೆ ಮೀಸಲಿಡಲಾಗಿದೆ. ಕಳೆದ ಬಾರಿಗಿಂತ ಹೆಚ್ಚಿನ ಮೊತ್ತ ನೀಡಲಾಗಿದ್ದು, ಹಿಂದಿನ ಬಜೆಟ್‌ನಲ್ಲಿ 880 ಕೋಟಿ ನೀಡಲಾಗಿತ್ತು. ಒಲಿಂಪಿಕ್ ಕ್ರೀಡಾಕೂಟ ಆರಂಭವಾಗಲಿರುವ ಸಂದರ್ಭದಲ್ಲಿ ಈ ಬಜೆಟ್ ಮಂಡನೆಯಾಗಿದೆ. ಕ್ರೀಡಾಪಟುಗಳಿಗೆ ತರಬೇತಿ ನೀಡುವ ರಾಷ್ಟ್ರೀಯ ಶಿಬಿರಗಳು ಹಾಗೂ ಸೌಲಭ್ಯಗಳಿಗೆ ಅನುದಾನ ಹೆಚ್ಚಿಸಲಾಗಿದೆ. ಭಾರತೀಯ ಕ್ರೀಡಾ ಪ್ರಾಧಿಕಾರಕ್ಕೆ 830 ಕೋಟಿ ನೀಡಲಾಗಿದ್ದು, ರಾಷ್ಟ್ರೀಯ ಕ್ರೀಡಾ ಒಕ್ಕೂಟಗಳಿಗೆ 340 ಕೋಟಿ ರೂಪಾಯಿ ನಿಗದಿಪಡಿಸಲಾಗಿದೆ. ಉದ್ದೀಪನ ಮದ್ದು ಸೇವನೆ ತಡೆ ಘಟಕಕ್ಕೂ ಅನುದಾನ ಹೆಚ್ಚಿಸಲಾಗಿದೆ. 2023–24ರಲ್ಲಿ 325 ಕೋಟಿ ನೀಡಲಾಗಿತ್ತು, ಈ ಬಾರಿ 340 ಕೋಟಿ ನಿಗದಿಪಡಿಸಲಾಗಿದೆ. <box>55 101 173 249</box>
event-item: ■ ನಗರದ ಪುರಭವನ: ಮಕ್ಕಳ ಚಿತ್ರಕಲಾ ಸ್ಪರ್ಧೆ ಹಾಗೂ ಪ್ರದರ್ಶನ. ಸ್ಥಳ: ಪುರಭವನ ಆವರಣ, ಬೆಳಿಗ್ಗೆ 11 ಗಂಟೆಗೆ. <box>296 1137 529 1146</box>
lead-bottom-rule <box>294 436 889 438</box>
dot-cyan <box>445 1409 453 1417</box>
panchanga-line1: 24.07.2024 ಬುಧವಾರ, ಮಳೆ ನಕ್ಷತ್ರ: ಪುಷ್ಯ 20.07.2024 ರಿಂದ 02.08.2024 <box>332 1080 556 1088</box>
obituary-body-2: ನಿವೃತ್ತ ಹೆಡ್ ಮಾಸ್ಟರ್, ಮೈಸೂರು ಡಿಸ್ಟ್ರಿಕ್ಟ್ ಸ್ಪೋರ್ಟ್ಸ್ ಅಸೋಸಿಯೇಷನ್ ಮಾಜಿ ಕಾರ್ಯದರ್ಶಿ ಪಿ.ಟಿ.ಸತ್ಯನಾರಾಯಣ (86) ಮಂಗಳವಾರ ನಿಧನರಾದರು. ಮೃತರು ಪತ್ನಿ, ಪುತ್ರ ಹಾಗೂ ಅಪಾರ ಶಿಷ್ಯ ವೃಂದವನ್ನು ಅಗಲಿದ್ದಾರೆ. ಅಂತ್ಯಕ್ರಿಯೆ ನೆರವೇರಿತು. <box>110 1126 288 1151</box>
radio-noon-text: 12.30 ವಿವಿಧ ಭಾರತಿ, 1.20 ಪ್ರಾದೇಶಿಕ ವಾರ್ತೆಗಳು, 2.00 ಯುವವಾಣಿ, 3.00 ಕಾರ್ಯಕ್ರಮ ಸಮೀಕ್ಷೆ, 4.00 ಅರಿವು <box>628 983 880 991</box>
lead-headline-b: ಆಟೋ ಚಾಲಕರ ಪ್ರತಿಭಟನೆ; <box>436 98 648 124</box>
radio-morning-text: 6.10 ಚಿಂತನ, 6.15 ಗೀತಾರಾಧನ, 6.35 ಮಧ್ಯಾಹ್ನ 6.10 "ಮಹಿಳಾ ಬಲ ಶಿಬಿರ", 6.40 ಆರಂಭಿಕ ಸಂಗೀತ, 7.05 ಪ್ರದೇಶ ಸಮಾಚಾರ, 7.15 ಪ್ರಾದೇಶಿಕ ವಾರ್ತೆಗಳು, 9.00 ಪ್ರತಿಧ್ವನಿ, 10.00 ಚಿಂತನ, 11.00 ವಿಜ್ಞಾನ ವಿಹಾರ <box>605 945 787 970</box>
page-label-box <box>55 53 103 75</box>
lead-headline-a: ಮೈಸೂರಲ್ಲಿ <box>346 98 429 124</box>
shivakumar-photo <box>398 504 510 636</box>
bengaluru-body-1: ಬೆಂಗಳೂರು, ಜು.23(ಕಿಂವಿ)– ಬೆಂಗಳೂರು ಮಹಾನಗರವನ್ನು 5 ಭಾಗಗಳಾಗಿ ವಿಭಜಿಸಿ ಗ್ರೇಟರ್ ಬೆಂಗಳೂರು ಪ್ರಾಧಿಕಾರ ರಚಿಸುವ ಮಸೂದೆ ಮಂಡನೆಯಾಗಿದೆ. ವಿಧಾನಸಭೆಯಲ್ಲಿ ಇಂದು ಉಪ ಮುಖ್ಯಮಂತ್ರಿ ಡಿ.ಕೆ.ಶಿವಕುಮಾರ್ ಮಸೂದೆ ಮಂಡಿಸಿದರು. ಗ್ರೇಟರ್ ಬೆಂಗಳೂರು ಆಡಳಿತ ಮಸೂದೆ-2024ಕ್ಕೆ ಸಚಿವ ಸಂಪುಟ ಅನುಮೋದನೆ ನೀಡಿತ್ತು. ಬಿಬಿಎಂಪಿ ವ್ಯಾಪ್ತಿಯಲ್ಲಿ ಗರಿಷ್ಠ 10 ಪಾಲಿಕೆಗಳನ್ನು ರಚಿಸಲು ಮಸೂದೆಯಲ್ಲಿ ಅವಕಾಶ ಕಲ್ಪಿಸಲಾಗಿದೆ. ಪ್ರತಿ ಪಾಲಿಕೆಗೆ ಪ್ರತ್ಯೇಕ ಮೇಯರ್, ಉಪಮೇಯರ್ ಇರಲಿದ್ದಾರೆ. ಮುಖ್ಯಮಂತ್ರಿ ಪ್ರಾಧಿಕಾರದ ಅಧ್ಯಕ್ಷರಾಗಿರುತ್ತಾರೆ. ಬೆಂಗಳೂರು ಅಭಿವೃದ್ಧಿ ಸಚಿವರು ಉಪಾಧ್ಯಕ್ಷರಾಗಿರುತ್ತಾರೆ. <box>294 504 394 619</box>
